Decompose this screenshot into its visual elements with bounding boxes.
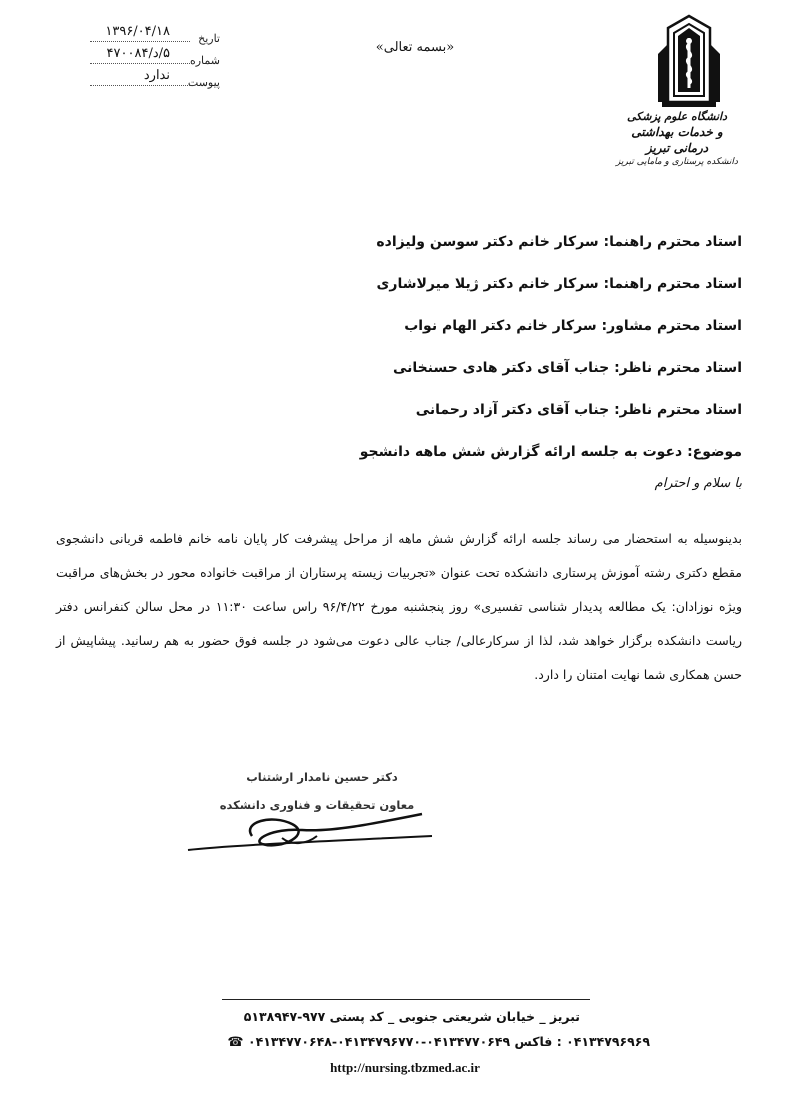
- meta-attachment-row: [60, 70, 220, 92]
- meta-attachment-label: پیوست: [187, 76, 220, 89]
- recipient-line: استاد محترم مشاور: سرکار خانم دکتر الهام نواب: [404, 318, 742, 334]
- letter-body: بدینوسیله به استحضار می رساند جلسه ارائه گزارش شش ماهه از مراحل پیشرفت کار پایان نامه خانم فاطمه قربانی دانشجوی مقطع دکتری رشته آموزش پرستاری دانشکده تحت عنوان «تجربیات زیسته پرستاران از مراقبت خانواده محور در بخش‌های مراقبت ویژه نوزادان: یک مطالعه پدیدار شناسی تفسیری» روز پنجشنبه مورخ ۹۶/۴/۲۲ راس ساعت ۱۱:۳۰ در محل سالن کنفرانس دفتر ریاست دانشکده برگزار خواهد شد، لذا از سرکارعالی/ جناب عالی دعوت می‌شود در جلسه فوق حضور به هم رسانید. پیشاپیش از حسن همکاری شما نهایت امتنان را دارد.: [56, 531, 742, 682]
- recipients-block: [62, 232, 742, 506]
- telephone-icon: ☎: [227, 1035, 244, 1050]
- logo-caption-line1: دانشگاه علوم پزشکی: [627, 110, 727, 123]
- meta-attachment-value: ندارد: [143, 68, 170, 83]
- letter-greeting: با سلام و احترام: [654, 476, 742, 491]
- meta-number-dots: [90, 63, 190, 64]
- handwritten-signature: [182, 784, 442, 870]
- footer-address: تبریز _ خیابان شریعتی جنوبی _ کد پستی ۹۷۷-۵۱۳۸۹۴۷: [243, 1009, 580, 1024]
- meta-attachment-dots: [90, 85, 190, 86]
- recipient-line: استاد محترم راهنما: سرکار خانم دکتر ژیلا میرلاشاری: [376, 276, 742, 292]
- footer-phone-row: [160, 1034, 650, 1050]
- bismillah-heading: «بسمه تعالی»: [375, 40, 455, 55]
- letter-subject: موضوع: دعوت به جلسه ارائه گزارش شش ماهه دانشجو: [359, 444, 742, 460]
- footer-phone-numbers: ۰۴۱۳۴۷۹۶۹۶۹ : فاکس ۰۴۱۳۴۷۷۰۶۴۹-۰۴۱۳۴۷۹۶۷۷۰-۰۴۱۳۴۷۷۰۶۴۸: [247, 1034, 650, 1049]
- recipient-line: استاد محترم راهنما: سرکار خانم دکتر سوسن ولیزاده: [376, 234, 742, 250]
- footer-website: http://nursing.tbzmed.ac.ir: [330, 1060, 480, 1075]
- logo-caption-line2: و خدمات بهداشتی درمانی تبریز: [631, 125, 723, 155]
- meta-number-value: ۵/د/۴۷۰۰۸۴: [106, 46, 170, 61]
- meta-number-row: [60, 48, 220, 70]
- meta-number-label: شماره: [189, 54, 220, 67]
- logo-caption-line3: دانشکده پرستاری و مامایی تبریز: [616, 157, 738, 167]
- signatory-name: دکتر حسین نامدار ارشتناب: [246, 770, 398, 784]
- meta-date-dots: [90, 41, 190, 42]
- meta-date-value: ۱۳۹۶/۰۴/۱۸: [105, 24, 170, 39]
- letter-meta: [60, 26, 220, 92]
- signature-block: [182, 770, 442, 870]
- footer-divider: [222, 999, 590, 1000]
- meta-date-row: [60, 26, 220, 48]
- recipient-line: استاد محترم ناظر: جناب آقای دکتر هادی حسنخانی: [392, 360, 742, 376]
- meta-date-label: تاریخ: [198, 32, 220, 45]
- logo-caption: [612, 110, 742, 169]
- signatory-title: معاون تحقیقات و فناوری دانشکده: [219, 798, 415, 812]
- recipient-line: استاد محترم ناظر: جناب آقای دکتر آزاد رحمانی: [415, 402, 742, 418]
